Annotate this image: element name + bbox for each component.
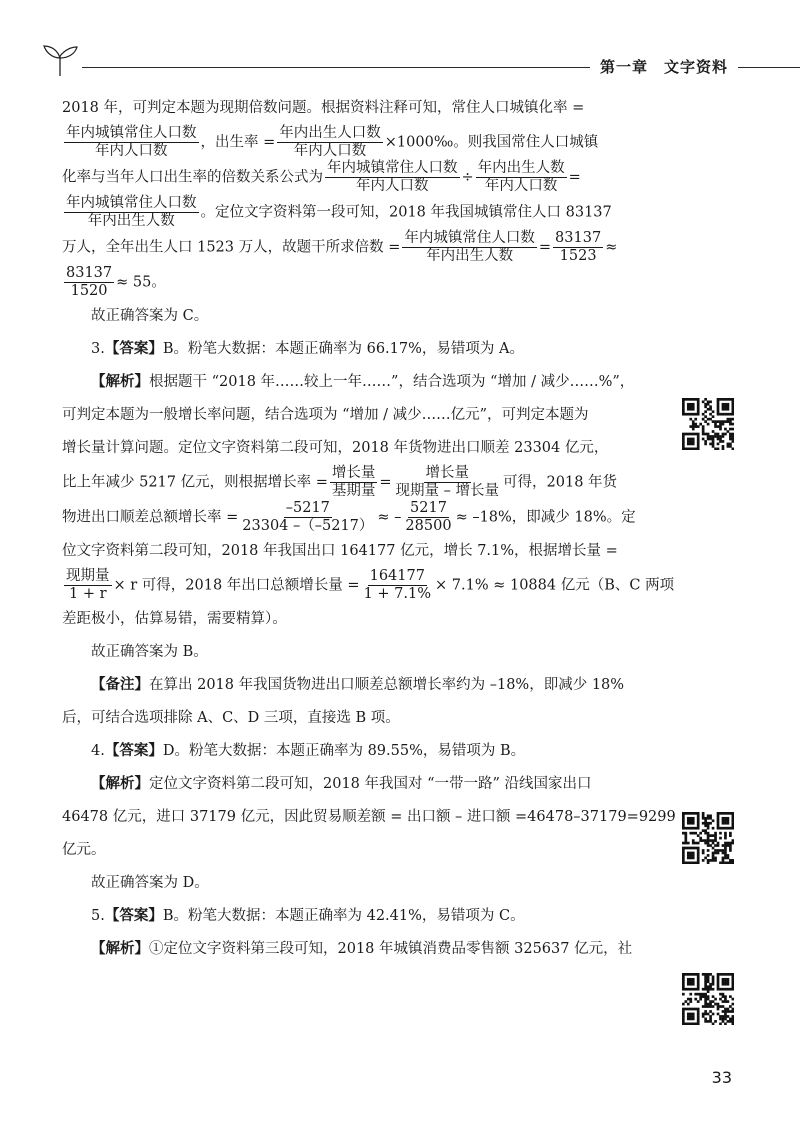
answer-line: 故正确答案为 B。 [91, 644, 208, 660]
qr-code-q5[interactable] [682, 973, 734, 1025]
answer-line: 故正确答案为 D。 [91, 875, 209, 891]
text-line: 可判定本题为一般增长率问题，结合选项为 “增加 / 减少……亿元”，可判定本题为 [62, 407, 589, 423]
text-line: 增长量计算问题。定位文字资料第二段可知，2018 年货物进出口顺差 23304 亿元， [62, 440, 609, 456]
answer-heading-q5: 5.【答案】B。粉笔大数据：本题正确率为 42.41%，易错项为 C。 [91, 908, 525, 924]
answer-heading-q4: 4.【答案】D。粉笔大数据：本题正确率为 89.55%，易错项为 B。 [91, 743, 526, 759]
note-line: 后，可结合选项排除 A、C、D 三项，直接选 B 项。 [62, 710, 400, 726]
fraction: $\frac{\text{增长量}}{\text{基期量}}$ [331, 465, 376, 499]
qr-code-q3[interactable] [682, 398, 734, 450]
chapter-title: 第一章 文字资料 [590, 56, 738, 77]
text-line: 2018 年，可判定本题为现期倍数问题。根据资料注释可知，常住人口城镇化率 = [62, 100, 585, 116]
qr-code-q4[interactable] [682, 812, 734, 864]
fraction: $\frac{\text{年内城镇常住人口数}}{\text{年内人口数}}$ [66, 125, 197, 159]
fraction: $\frac{\text{年内城镇常住人口数}}{\text{年内出生人数}}$ [404, 230, 535, 264]
fraction: $\frac{164177}{1 + 7.1\%}$ [363, 568, 432, 602]
fraction: $\frac{83137}{1523}$ [555, 230, 602, 264]
page-number: 33 [711, 1068, 732, 1087]
text-line: 物进出口顺差总额增长率 = $\frac{-5217}{23304 -(-5217)}$ ≈ – $\frac{5217}{28500}$ ≈ –18%，即减少 18%。定 [62, 500, 636, 534]
text-line: 【解析】定位文字资料第二段可知，2018 年我国对 “一带一路” 沿线国家出口 [91, 776, 592, 792]
fraction: $\frac{83137}{1520}$ [66, 265, 113, 299]
text-line: 万人，全年出生人口 1523 万人，故题干所求倍数 = $\frac{\text{年内城镇常住人口数}}{\text{年内出生人数}}$ = $\frac{83137}{1523}$ ≈ [62, 230, 618, 264]
main-content [62, 92, 676, 966]
text-line: 化率与当年人口出生率的倍数关系公式为 $\frac{\text{年内城镇常住人口数}}{\text{年内人口数}}$ ÷ $\frac{\text{年内出生人数}}{\text{年内人口数}}$ = [62, 160, 581, 194]
text-line: 差距极小，估算易错，需要精算）。 [62, 611, 287, 627]
text-line: $\frac{\text{年内城镇常住人口数}}{\text{年内出生人数}}$ 。定位文字资料第一段可知，2018 年我国城镇常住人口 83137 [66, 195, 612, 229]
answer-line: 故正确答案为 C。 [91, 308, 209, 324]
text-line: $\frac{83137}{1520}$ ≈ 55。 [66, 265, 166, 299]
text-line: 比上年减少 5217 亿元，则根据增长率 = $\frac{\text{增长量}}{\text{基期量}}$ = $\frac{\text{增长量}}{\text{现期量 – 增长量}}$ 可得，2018 年货 [62, 465, 618, 499]
text-line: 位文字资料第二段可知，2018 年我国出口 164177 亿元，增长 7.1%，根据增长量 = [62, 543, 618, 559]
text-line: 亿元。 [62, 842, 106, 858]
text-line: 【解析】根据题干 “2018 年……较上一年……”，结合选项为 “增加 / 减少……%”， [91, 374, 635, 390]
fraction: $\frac{\text{年内出生人数}}{\text{年内人口数}}$ [477, 160, 565, 194]
fraction: $\frac{\text{年内城镇常住人口数}}{\text{年内人口数}}$ [327, 160, 458, 194]
text-line: 【解析】①定位文字资料第三段可知，2018 年城镇消费品零售额 325637 亿元，社 [91, 941, 633, 957]
fraction: $\frac{\text{年内出生人口数}}{\text{年内人口数}}$ [279, 125, 381, 159]
fraction: $\frac{-5217}{23304 -(-5217)}$ [242, 500, 374, 534]
answer-heading-q3: 3.【答案】B。粉笔大数据：本题正确率为 66.17%，易错项为 A。 [91, 341, 524, 357]
note-line: 【备注】在算出 2018 年我国货物进出口顺差总额增长率约为 –18%，即减少 18% [91, 677, 625, 693]
text-line: 46478 亿元，进口 37179 亿元，因此贸易顺差额 = 出口额 – 进口额 =46478–37179=9299 [62, 809, 676, 825]
text-line: $\frac{\text{年内城镇常住人口数}}{\text{年内人口数}}$ ，出生率 = $\frac{\text{年内出生人口数}}{\text{年内人口数}}$ ×1000‰。则我国常住人口城镇 [66, 125, 599, 159]
fraction: $\frac{\text{现期量}}{1 + r}$ [66, 568, 110, 602]
text-line: $\frac{\text{现期量}}{1 + r}$ × r 可得，2018 年出口总额增长量 = $\frac{164177}{1 + 7.1\%}$ × 7.1% ≈ 10884 亿元（B、C 两项 [66, 568, 675, 602]
sprout-icon [40, 42, 80, 78]
page-header [40, 38, 800, 82]
fraction: $\frac{\text{年内城镇常住人口数}}{\text{年内出生人数}}$ [66, 195, 197, 229]
fraction: $\frac{\text{增长量}}{\text{现期量 – 增长量}}$ [395, 465, 500, 499]
fraction: $\frac{5217}{28500}$ [405, 500, 452, 534]
